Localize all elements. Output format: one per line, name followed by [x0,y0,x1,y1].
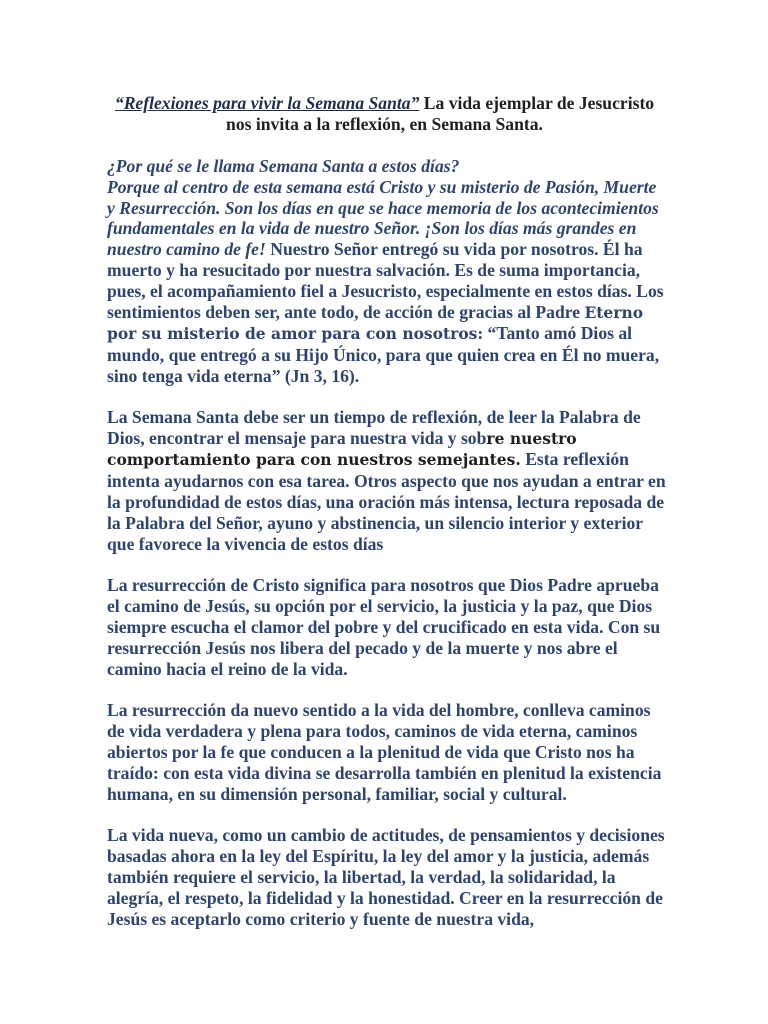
paragraph-2-part-2: re nuestro comportamiento para con nuestros semejantes. [107,428,577,470]
document-title [107,93,662,135]
paragraph-2 [107,407,668,555]
paragraph-1-body-3: “Tanto amó Dios al mundo, que entregó a su Hijo Único, para que quien crea en Él no muera, sino tenga vida eterna” (Jn 3, 16). [107,323,660,386]
paragraph-1-italic-answer: Porque al centro de esta semana está Cristo y su misterio de Pasión, Muerte y Resurrección. Son los días en que se hace memoria de los acontecimientos fundamentales en la vida de nuestro Señor. ¡Son los días más grandes en nuestro camino de fe! [107,176,659,260]
paragraph-1-body-2: Eterno por su misterio de amor para con nosotros: [107,302,644,344]
paragraph-2-part-3: Esta reflexión intenta ayudarnos con esa tarea. [107,449,629,492]
paragraph-4: La resurrección da nuevo sentido a la vida del hombre, conlleva caminos de vida verdadera y plena para todos, caminos de vida eterna, caminos abiertos por la fe que conducen a la plenitud de vida que Cristo nos ha traído: con esta vida divina se desarrolla también en plenitud la existencia humana, en su dimensión personal, familiar, social y cultural. [107,700,662,804]
paragraph-1 [107,156,668,387]
paragraph-2-part-4: Otros aspecto que nos ayudan a entrar en la profundidad de estos días, una oración más intensa, lectura reposada de la Palabra del Señor, ayuno y abstinencia, un silencio interior y exterior que favorece la vivencia de estos días [107,471,666,554]
title-subtitle: La vida ejemplar de Jesucristo nos invita a la reflexión, en Semana Santa. [226,93,655,134]
paragraph-1-question: ¿Por qué se le llama Semana Santa a estos días? [107,156,460,176]
paragraph-2-part-1: La Semana Santa debe ser un tiempo de reflexión, de leer la Palabra de Dios, encontrar el mensaje para nuestra vida y sob [107,406,641,448]
paragraph-5: La vida nueva, como un cambio de actitudes, de pensamientos y decisiones basadas ahora en la ley del Espíritu, la ley del amor y la justicia, además también requiere el servicio, la libertad, la verdad, la solidaridad, la alegría, el respeto, la fidelidad y la honestidad. Creer en la resurrección de Jesús es aceptarlo como criterio y fuente de nuestra vida, [107,825,665,929]
paragraph-3: La resurrección de Cristo significa para nosotros que Dios Padre aprueba el camino de Jesús, su opción por el servicio, la justicia y la paz, que Dios siempre escucha el clamor del pobre y del crucificado en esta vida. Con su resurrección Jesús nos libera del pecado y de la muerte y nos abre el camino hacia el reino de la vida. [107,575,661,679]
paragraph-1-body-1: Nuestro Señor entregó su vida por nosotros. Él ha muerto y ha resucitado por nuestra salvación. Es de suma importancia, pues, el acompañamiento fiel a Jesucristo, especialmente en estos días. Los sentimientos deben ser, ante todo, de acción de gracias al Padre [107,239,664,322]
title-italic-heading: “Reflexiones para vivir la Semana Santa” [114,93,420,113]
